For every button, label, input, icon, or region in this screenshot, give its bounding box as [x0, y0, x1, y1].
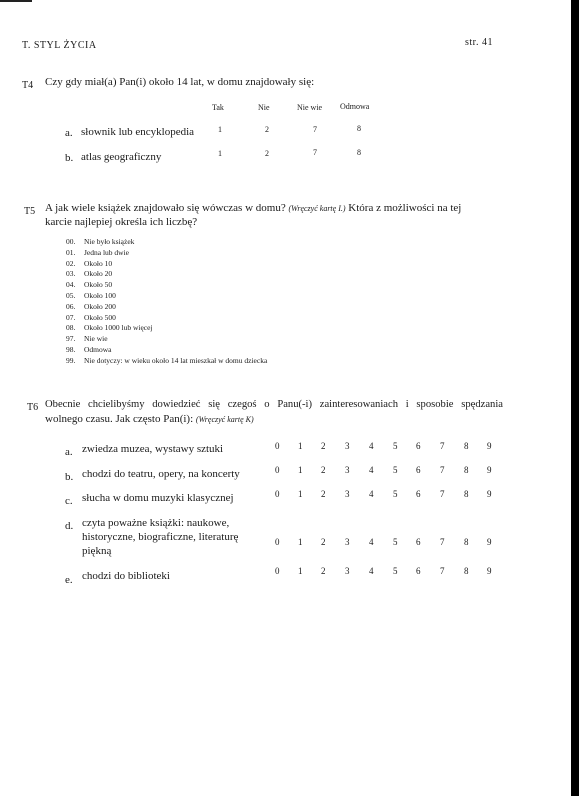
t5-question-a: A jak wiele książek znajdowało się wówczas w domu?: [45, 202, 286, 214]
t4-row-a-letter: a.: [65, 127, 73, 139]
t6-item-a-label: zwiedza muzea, wystawy sztuki: [82, 443, 224, 455]
scale-code: 7: [440, 537, 445, 547]
scale-code: 0: [275, 441, 280, 451]
t4-row-b-code-refusal: 8: [357, 148, 361, 157]
scale-code: 4: [369, 537, 374, 547]
t5-question-line2: karcie najlepiej określa ich liczbę?: [45, 216, 198, 228]
scale-code: 1: [298, 537, 303, 547]
t6-item-e-letter: e.: [65, 574, 73, 586]
t6-question-text: wolnego czasu. Jak często Pan(i):: [45, 413, 194, 425]
scale-code: 3: [345, 441, 350, 451]
t5-option: 03. Około 20: [66, 269, 113, 279]
scale-code: 9: [487, 537, 492, 547]
scale-code: 1: [298, 465, 303, 475]
top-rule: [0, 0, 32, 2]
scale-code: 8: [464, 566, 469, 576]
scale-code: 4: [369, 465, 374, 475]
scale-code: 3: [345, 465, 350, 475]
scale-code: 3: [345, 566, 350, 576]
t5-option: 06. Około 200: [66, 301, 116, 311]
scale-code: 8: [464, 441, 469, 451]
t6-item-a-scale: [0, 441, 571, 455]
page-number: str. 41: [465, 37, 493, 48]
scale-code: 8: [464, 489, 469, 499]
scale-code: 9: [487, 441, 492, 451]
t4-row-a-code-no: 2: [265, 125, 269, 134]
t4-row-b-label: atlas geograficzny: [81, 151, 162, 163]
t6-item-b-label: chodzi do teatru, opery, na koncerty: [82, 468, 240, 480]
t4-number: T4: [22, 80, 34, 91]
t5-instruction: (Wręczyć kartę I.): [288, 204, 346, 213]
t6-instruction: (Wręczyć kartę K): [195, 415, 254, 424]
scale-code: 1: [298, 566, 303, 576]
scale-code: 4: [369, 441, 374, 451]
t5-option: 97. Nie wie: [66, 334, 108, 344]
scale-code: 3: [345, 489, 350, 499]
scale-code: 1: [298, 489, 303, 499]
t5-option: 07. Około 500: [66, 312, 116, 322]
t4-row-a-code-dontknow: 7: [313, 125, 317, 134]
t4-row-a-code-yes: 1: [218, 125, 222, 134]
scale-code: 7: [440, 441, 445, 451]
scale-code: 9: [487, 566, 492, 576]
scale-code: 5: [393, 489, 398, 499]
t5-options-list: [66, 237, 267, 367]
scale-code: 6: [416, 566, 421, 576]
scale-code: 6: [416, 489, 421, 499]
scale-code: 6: [416, 537, 421, 547]
scale-code: 0: [275, 465, 280, 475]
t4-row-b-code-no: 2: [265, 149, 269, 158]
t4-col-refusal: Odmowa: [340, 102, 370, 111]
scale-code: 2: [321, 537, 326, 547]
scale-code: 9: [487, 465, 492, 475]
scale-code: 0: [275, 566, 280, 576]
t5-option: 99. Nie dotyczy: w wieku około 14 lat mieszkał w domu dziecka: [66, 355, 268, 365]
t4-col-no: Nie: [258, 103, 270, 112]
t5-question-line1: [45, 201, 461, 216]
t6-question-line2: [45, 412, 254, 427]
t5-question-b: Która z możliwości na tej: [348, 202, 462, 214]
t6-item-e-label: chodzi do biblioteki: [82, 570, 170, 582]
scale-code: 3: [345, 537, 350, 547]
t4-col-yes: Tak: [212, 103, 224, 112]
scale-code: 6: [416, 465, 421, 475]
t6-item-d-scale: [0, 537, 571, 551]
scale-code: 0: [275, 537, 280, 547]
t6-item-b-scale: [0, 465, 571, 479]
scale-code: 8: [464, 537, 469, 547]
t6-item-c-scale: [0, 489, 571, 503]
t6-question-line1: Obecnie chcielibyśmy dowiedzieć się czegoś o Panu(-i) zainteresowaniach i sposobie spędzania: [45, 399, 503, 410]
t5-number: T5: [24, 206, 36, 217]
scale-code: 4: [369, 489, 374, 499]
t6-item-a-letter: a.: [65, 446, 73, 458]
t4-row-a-code-refusal: 8: [357, 124, 361, 133]
t6-number: T6: [27, 402, 39, 413]
t6-item-c-letter: c.: [65, 495, 73, 507]
scale-code: 6: [416, 441, 421, 451]
t4-question: Czy gdy miał(a) Pan(i) około 14 lat, w domu znajdowały się:: [45, 76, 315, 88]
scale-code: 2: [321, 566, 326, 576]
t5-option: 98. Odmowa: [66, 344, 112, 354]
scale-code: 2: [321, 441, 326, 451]
t4-row-b-code-dontknow: 7: [313, 148, 317, 157]
t4-col-dontknow: Nie wie: [297, 103, 323, 112]
scale-code: 7: [440, 489, 445, 499]
scale-code: 5: [393, 465, 398, 475]
t4-row-a-label: słownik lub encyklopedia: [81, 126, 195, 138]
t5-option: 04. Około 50: [66, 280, 113, 290]
t6-item-d-label: czyta poważne książki: naukowe, historyczne, biograficzne, literaturę piękną: [82, 517, 239, 557]
scale-code: 5: [393, 441, 398, 451]
t5-option: 01. Jedna lub dwie: [66, 247, 129, 257]
t5-option: 08. Około 1000 lub więcej: [66, 323, 153, 333]
section-header: T. STYL ŻYCIA: [22, 40, 97, 51]
t6-item-b-letter: b.: [65, 471, 74, 483]
scale-code: 7: [440, 465, 445, 475]
scale-code: 1: [298, 441, 303, 451]
t5-option: 05. Około 100: [66, 290, 116, 300]
scale-code: 0: [275, 489, 280, 499]
scale-code: 9: [487, 489, 492, 499]
scale-code: 2: [321, 465, 326, 475]
scale-code: 5: [393, 537, 398, 547]
scale-code: 8: [464, 465, 469, 475]
scale-code: 2: [321, 489, 326, 499]
t6-item-d-letter: d.: [65, 520, 74, 532]
t6-item-c-label: słucha w domu muzyki klasycznej: [82, 492, 234, 504]
t4-row-b-code-yes: 1: [218, 149, 222, 158]
t4-row-b-letter: b.: [65, 152, 74, 164]
scale-code: 7: [440, 566, 445, 576]
t5-option: 02. Około 10: [66, 258, 113, 268]
t5-option: 00. Nie było książek: [66, 237, 135, 246]
scale-code: 5: [393, 566, 398, 576]
t6-item-e-scale: [0, 566, 571, 580]
scale-code: 4: [369, 566, 374, 576]
